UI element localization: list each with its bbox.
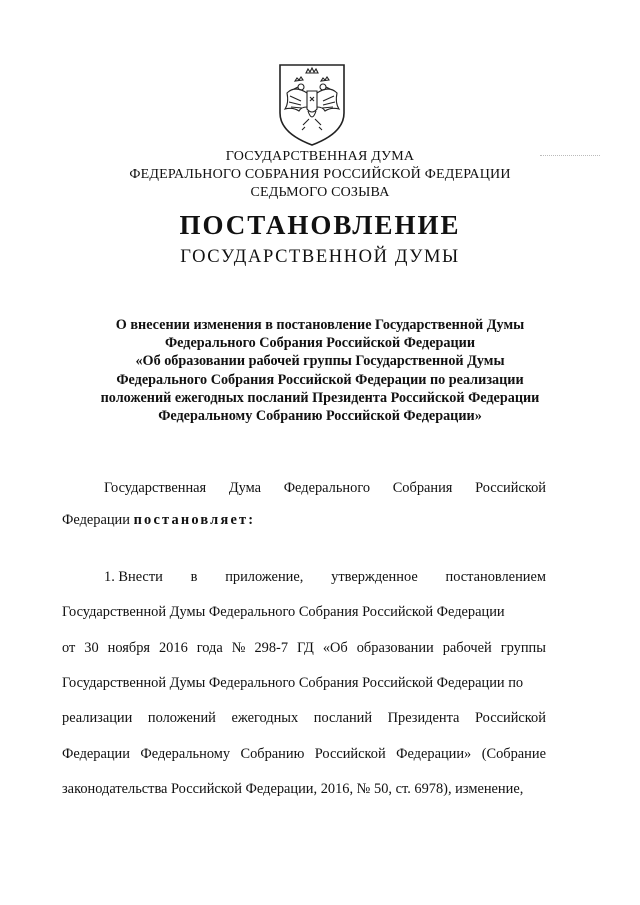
word: Российской xyxy=(314,746,386,762)
title-line: положений ежегодных посланий Президента Российской Федерации xyxy=(100,389,540,406)
coat-of-arms-icon xyxy=(277,63,347,147)
word: Дума xyxy=(228,480,262,496)
title-line: О внесении изменения в постановление Государственной Думы xyxy=(115,317,525,333)
resolution-title xyxy=(60,316,580,425)
word: 298-7 xyxy=(254,640,289,656)
item1-line-5 xyxy=(62,710,546,730)
word: группы xyxy=(500,640,546,656)
document-type: ПОСТАНОВЛЕНИЕ xyxy=(179,210,461,240)
word: рабочей xyxy=(442,640,492,656)
word: положений xyxy=(147,710,216,726)
word: № xyxy=(231,640,246,656)
preamble-line-1 xyxy=(104,480,546,500)
word: Российской xyxy=(475,480,546,496)
word: от xyxy=(62,640,76,656)
word: 1. Внести xyxy=(104,569,163,585)
word: посланий xyxy=(313,710,373,726)
word: ГД xyxy=(297,640,314,656)
assembly-name: ФЕДЕРАЛЬНОГО СОБРАНИЯ РОССИЙСКОЙ ФЕДЕРАЦИИ xyxy=(129,167,511,182)
word: Государственная xyxy=(104,480,207,496)
item1-line-4: Государственной Думы Федерального Собрания Российской Федерации по xyxy=(62,675,524,691)
preamble-subject: Федерации xyxy=(62,512,134,528)
word: (Собрание xyxy=(481,746,546,762)
convocation: СЕДЬМОГО СОЗЫВА xyxy=(250,185,390,200)
word: 2016 xyxy=(158,640,188,656)
title-line: Федерального Собрания Российской Федерации xyxy=(164,335,476,352)
word: ноября xyxy=(107,640,151,656)
word: Федеральному xyxy=(140,746,231,762)
word: Российской xyxy=(475,710,546,726)
word: Федерации» xyxy=(396,746,472,762)
word: Собрания xyxy=(392,480,453,496)
item1-line-1 xyxy=(104,569,546,589)
item1-line-6 xyxy=(62,746,546,766)
title-line: Федерального Собрания Российской Федерации по реализации xyxy=(116,371,524,388)
word: года xyxy=(196,640,223,656)
preamble-line-2 xyxy=(62,512,255,532)
word: Президента xyxy=(387,710,460,726)
word: «Об xyxy=(322,640,348,656)
item1-line-3 xyxy=(62,640,546,660)
item1-line-7: законодательства Российской Федерации, 2016, № 50, ст. 6978), изменение, xyxy=(62,781,524,797)
word: 30 xyxy=(84,640,99,656)
word: приложение, xyxy=(225,569,304,585)
parliament-name: ГОСУДАРСТВЕННАЯ ДУМА xyxy=(225,149,415,164)
word: Собранию xyxy=(240,746,305,762)
word: Федерального xyxy=(283,480,371,496)
word: реализации xyxy=(62,710,133,726)
word: утвержденное xyxy=(331,569,418,585)
word: постановлением xyxy=(445,569,546,585)
document-issuer: ГОСУДАРСТВЕННОЙ ДУМЫ xyxy=(180,247,460,267)
resolves-word: постановляет: xyxy=(133,512,256,528)
item1-line-2: Государственной Думы Федерального Собрания Российской Федерации xyxy=(62,604,505,620)
title-line: Федеральному Собранию Российской Федерации» xyxy=(158,408,482,425)
word: ежегодных xyxy=(231,710,299,726)
title-line: «Об образовании рабочей группы Государственной Думы xyxy=(135,353,505,370)
word: образовании xyxy=(356,640,434,656)
word: Федерации xyxy=(62,746,130,762)
word: в xyxy=(190,569,198,585)
